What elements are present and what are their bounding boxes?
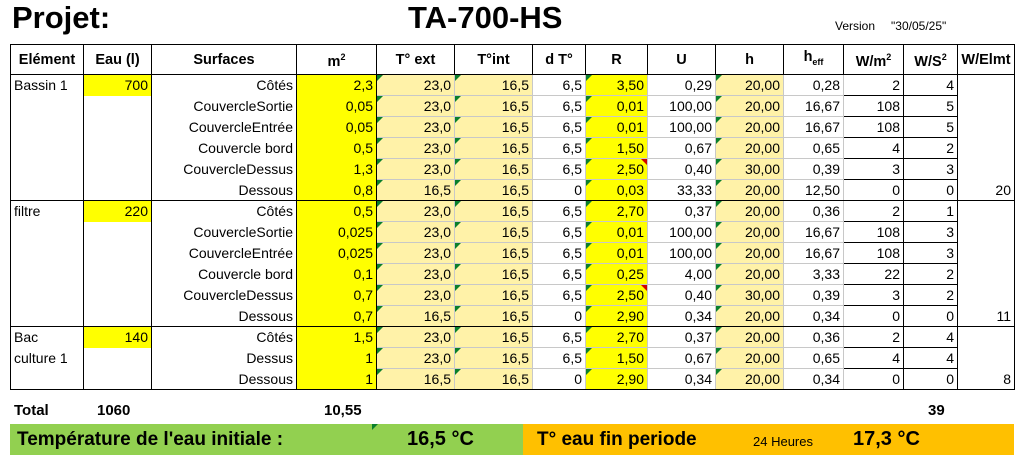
u-value: 0,34 xyxy=(648,369,716,390)
surface-m2[interactable]: 1,5 xyxy=(297,327,377,348)
surface-m2[interactable]: 1,3 xyxy=(297,159,377,180)
element-cell-empty xyxy=(11,264,84,285)
surface-name: Côtés xyxy=(152,201,297,222)
total-label: Total xyxy=(14,402,49,419)
surface-m2[interactable]: 1 xyxy=(297,369,377,390)
h-value[interactable]: 20,00 xyxy=(716,117,784,138)
u-value: 33,33 xyxy=(648,180,716,201)
delta-temp: 6,5 xyxy=(533,159,586,180)
w-element-empty xyxy=(958,243,1015,264)
delta-temp: 6,5 xyxy=(533,75,586,96)
u-value: 100,00 xyxy=(648,243,716,264)
temp-ext[interactable]: 23,0 xyxy=(377,327,455,348)
r-value[interactable]: 2,90 xyxy=(586,306,648,327)
r-value[interactable]: 2,90 xyxy=(586,369,648,390)
w-per-s2: 0 xyxy=(904,306,958,327)
u-value: 0,40 xyxy=(648,285,716,306)
eau-volume[interactable]: 140 xyxy=(84,327,152,348)
temp-int[interactable]: 16,5 xyxy=(455,348,533,369)
heff-value: 0,36 xyxy=(784,327,844,348)
element-name: Bac xyxy=(11,327,84,348)
delta-temp: 0 xyxy=(533,180,586,201)
w-per-s2: 4 xyxy=(904,75,958,96)
delta-temp: 0 xyxy=(533,369,586,390)
w-per-m2: 108 xyxy=(844,243,904,264)
surface-name: Dessous xyxy=(152,180,297,201)
heff-value: 16,67 xyxy=(784,243,844,264)
temp-int[interactable]: 16,5 xyxy=(455,201,533,222)
r-value[interactable]: 0,03 xyxy=(586,180,648,201)
eau-cell-empty xyxy=(84,264,152,285)
w-per-m2: 108 xyxy=(844,117,904,138)
temp-int[interactable]: 16,5 xyxy=(455,285,533,306)
eau-cell-empty xyxy=(84,222,152,243)
eau-cell-empty xyxy=(84,306,152,327)
w-per-s2: 2 xyxy=(904,285,958,306)
temp-int[interactable]: 16,5 xyxy=(455,264,533,285)
h-value[interactable]: 20,00 xyxy=(716,180,784,201)
surface-m2[interactable]: 0,8 xyxy=(297,180,377,201)
element-name: filtre xyxy=(11,201,84,222)
surface-name: CouvercleEntrée xyxy=(152,117,297,138)
w-per-s2: 0 xyxy=(904,180,958,201)
col-header-surfaces: Surfaces xyxy=(152,45,297,75)
r-value[interactable]: 0,01 xyxy=(586,222,648,243)
col-header-u: U xyxy=(648,45,716,75)
element-cell-empty xyxy=(11,159,84,180)
w-per-s2: 5 xyxy=(904,96,958,117)
h-value[interactable]: 20,00 xyxy=(716,138,784,159)
temp-int[interactable]: 16,5 xyxy=(455,327,533,348)
eau-cell-empty xyxy=(84,117,152,138)
w-per-m2: 2 xyxy=(844,75,904,96)
project-label: Projet: xyxy=(12,0,111,35)
heff-value: 12,50 xyxy=(784,180,844,201)
table-row xyxy=(11,369,1015,390)
element-cell-empty xyxy=(11,369,84,390)
temp-int[interactable]: 16,5 xyxy=(455,117,533,138)
heat-loss-table xyxy=(10,44,1015,390)
u-value: 0,37 xyxy=(648,327,716,348)
col-header-w-elmt: W/Elmt xyxy=(958,45,1015,75)
h-value[interactable]: 20,00 xyxy=(716,327,784,348)
w-per-s2: 2 xyxy=(904,264,958,285)
w-per-m2: 0 xyxy=(844,369,904,390)
delta-temp: 6,5 xyxy=(533,96,586,117)
w-per-s2: 0 xyxy=(904,369,958,390)
heff-value: 16,67 xyxy=(784,117,844,138)
col-header-r: R xyxy=(586,45,648,75)
surface-name: Couvercle bord xyxy=(152,264,297,285)
surface-name: Dessous xyxy=(152,369,297,390)
surface-m2[interactable]: 0,7 xyxy=(297,306,377,327)
w-element-empty xyxy=(958,159,1015,180)
w-per-s2: 3 xyxy=(904,243,958,264)
temperature-summary xyxy=(10,424,1014,455)
heff-value: 3,33 xyxy=(784,264,844,285)
h-value[interactable]: 20,00 xyxy=(716,348,784,369)
element-cell-empty xyxy=(11,138,84,159)
w-element-empty xyxy=(958,285,1015,306)
w-element-empty xyxy=(958,348,1015,369)
u-value: 0,67 xyxy=(648,348,716,369)
version-value: "30/05/25" xyxy=(891,19,947,33)
surface-name: Dessus xyxy=(152,348,297,369)
temp-ext[interactable]: 23,0 xyxy=(377,159,455,180)
heff-value: 0,65 xyxy=(784,138,844,159)
h-value[interactable]: 20,00 xyxy=(716,96,784,117)
total-eau: 1060 xyxy=(97,402,131,419)
u-value: 0,40 xyxy=(648,159,716,180)
table-row xyxy=(11,180,1015,201)
w-per-m2: 108 xyxy=(844,222,904,243)
eau-cell-empty xyxy=(84,96,152,117)
w-element-empty xyxy=(958,117,1015,138)
r-value[interactable]: 1,50 xyxy=(586,348,648,369)
temp-ext[interactable]: 23,0 xyxy=(377,264,455,285)
h-value[interactable]: 20,00 xyxy=(716,201,784,222)
col-header-t-int: T°int xyxy=(455,45,533,75)
w-per-m2: 0 xyxy=(844,306,904,327)
col-header-eau: Eau (l) xyxy=(84,45,152,75)
w-per-m2: 2 xyxy=(844,327,904,348)
r-value[interactable]: 3,50 xyxy=(586,75,648,96)
temp-ext[interactable]: 23,0 xyxy=(377,201,455,222)
eau-cell-empty xyxy=(84,348,152,369)
h-value[interactable]: 30,00 xyxy=(716,285,784,306)
eau-cell-empty xyxy=(84,180,152,201)
initial-temperature-label: Température de l'eau initiale : xyxy=(17,429,284,450)
surface-name: CouvercleSortie xyxy=(152,222,297,243)
w-element-empty xyxy=(958,96,1015,117)
heff-value: 0,28 xyxy=(784,75,844,96)
r-value[interactable]: 2,70 xyxy=(586,201,648,222)
h-value[interactable]: 30,00 xyxy=(716,159,784,180)
temp-ext[interactable]: 23,0 xyxy=(377,138,455,159)
temp-ext[interactable]: 16,5 xyxy=(377,306,455,327)
element-cell-empty xyxy=(11,243,84,264)
w-per-m2: 4 xyxy=(844,138,904,159)
heff-value: 0,36 xyxy=(784,201,844,222)
w-per-element: 8 xyxy=(958,369,1015,390)
r-value[interactable]: 0,25 xyxy=(586,264,648,285)
r-value[interactable]: 0,01 xyxy=(586,117,648,138)
heff-value: 0,65 xyxy=(784,348,844,369)
initial-temperature-value[interactable]: 16,5 °C xyxy=(407,428,474,450)
note-marker xyxy=(372,424,378,430)
delta-temp: 6,5 xyxy=(533,285,586,306)
table-row xyxy=(11,243,1015,264)
h-value[interactable]: 20,00 xyxy=(716,243,784,264)
r-value[interactable]: 0,01 xyxy=(586,96,648,117)
temp-int[interactable]: 16,5 xyxy=(455,159,533,180)
element-name: Bassin 1 xyxy=(11,75,84,96)
delta-temp: 6,5 xyxy=(533,348,586,369)
temp-ext[interactable]: 16,5 xyxy=(377,180,455,201)
surface-m2[interactable]: 0,7 xyxy=(297,285,377,306)
total-m2: 10,55 xyxy=(324,402,362,419)
w-per-m2: 3 xyxy=(844,285,904,306)
w-per-m2: 3 xyxy=(844,159,904,180)
surface-name: CouvercleEntrée xyxy=(152,243,297,264)
col-header-t-ext: T° ext xyxy=(377,45,455,75)
surface-m2[interactable]: 0,5 xyxy=(297,201,377,222)
w-per-s2: 3 xyxy=(904,159,958,180)
w-element-empty xyxy=(958,327,1015,348)
surface-name: CouvercleDessus xyxy=(152,285,297,306)
temp-ext[interactable]: 23,0 xyxy=(377,96,455,117)
table-row xyxy=(11,264,1015,285)
w-per-s2: 4 xyxy=(904,327,958,348)
table-row xyxy=(11,96,1015,117)
heff-value: 0,39 xyxy=(784,285,844,306)
w-element-empty xyxy=(958,138,1015,159)
r-value[interactable]: 2,50 xyxy=(586,285,648,306)
surface-m2[interactable]: 0,5 xyxy=(297,138,377,159)
w-element-empty xyxy=(958,201,1015,222)
element-name-cont xyxy=(11,96,84,117)
r-value[interactable]: 2,50 xyxy=(586,159,648,180)
delta-temp: 6,5 xyxy=(533,327,586,348)
surface-m2[interactable]: 1 xyxy=(297,348,377,369)
table-row xyxy=(11,306,1015,327)
col-header-dt: d T° xyxy=(533,45,586,75)
element-cell-empty xyxy=(11,306,84,327)
w-per-m2: 2 xyxy=(844,201,904,222)
element-cell-empty xyxy=(11,180,84,201)
u-value: 4,00 xyxy=(648,264,716,285)
u-value: 0,37 xyxy=(648,201,716,222)
u-value: 0,67 xyxy=(648,138,716,159)
temp-ext[interactable]: 16,5 xyxy=(377,369,455,390)
w-per-s2: 5 xyxy=(904,117,958,138)
w-per-element: 20 xyxy=(958,180,1015,201)
w-element-empty xyxy=(958,75,1015,96)
temp-ext[interactable]: 23,0 xyxy=(377,75,455,96)
eau-cell-empty xyxy=(84,138,152,159)
w-per-s2: 2 xyxy=(904,138,958,159)
element-name-cont: culture 1 xyxy=(11,348,84,369)
table-body xyxy=(11,75,1015,390)
surface-m2[interactable]: 0,1 xyxy=(297,264,377,285)
r-value[interactable]: 0,01 xyxy=(586,243,648,264)
u-value: 100,00 xyxy=(648,96,716,117)
u-value: 100,00 xyxy=(648,117,716,138)
temp-int[interactable]: 16,5 xyxy=(455,369,533,390)
temp-ext[interactable]: 23,0 xyxy=(377,348,455,369)
temp-int[interactable]: 16,5 xyxy=(455,180,533,201)
heff-value: 16,67 xyxy=(784,222,844,243)
table-row xyxy=(11,159,1015,180)
u-value: 100,00 xyxy=(648,222,716,243)
version-label: Version xyxy=(835,19,876,33)
surface-name: Côtés xyxy=(152,75,297,96)
table-row xyxy=(11,348,1015,369)
end-temperature-value: 17,3 °C xyxy=(853,428,920,450)
totals-row xyxy=(10,400,1014,422)
h-value[interactable]: 20,00 xyxy=(716,75,784,96)
element-name-cont xyxy=(11,222,84,243)
project-title: TA-700-HS xyxy=(408,0,563,35)
temp-ext[interactable]: 23,0 xyxy=(377,117,455,138)
delta-temp: 6,5 xyxy=(533,201,586,222)
surface-m2[interactable]: 2,3 xyxy=(297,75,377,96)
surface-name: Couvercle bord xyxy=(152,138,297,159)
table-row xyxy=(11,117,1015,138)
w-per-m2: 4 xyxy=(844,348,904,369)
h-value[interactable]: 20,00 xyxy=(716,306,784,327)
u-value: 0,29 xyxy=(648,75,716,96)
temp-ext[interactable]: 23,0 xyxy=(377,243,455,264)
w-per-s2: 4 xyxy=(904,348,958,369)
delta-temp: 6,5 xyxy=(533,264,586,285)
period-duration: 24 Heures xyxy=(753,434,813,449)
surface-name: CouvercleSortie xyxy=(152,96,297,117)
delta-temp: 6,5 xyxy=(533,138,586,159)
surface-name: CouvercleDessus xyxy=(152,159,297,180)
table-row xyxy=(11,75,1015,96)
version-info xyxy=(835,19,946,33)
temp-int[interactable]: 16,5 xyxy=(455,96,533,117)
w-per-s2: 3 xyxy=(904,222,958,243)
temp-ext[interactable]: 23,0 xyxy=(377,285,455,306)
temp-int[interactable]: 16,5 xyxy=(455,138,533,159)
h-value[interactable]: 20,00 xyxy=(716,222,784,243)
total-w: 39 xyxy=(928,402,945,419)
w-per-s2: 1 xyxy=(904,201,958,222)
surface-m2[interactable]: 0,025 xyxy=(297,222,377,243)
table-row xyxy=(11,222,1015,243)
col-header-element: Elément xyxy=(11,45,84,75)
table-row xyxy=(11,327,1015,348)
header-row xyxy=(11,45,1015,75)
eau-cell-empty xyxy=(84,159,152,180)
surface-m2[interactable]: 0,05 xyxy=(297,117,377,138)
eau-cell-empty xyxy=(84,285,152,306)
r-value[interactable]: 1,50 xyxy=(586,138,648,159)
element-cell-empty xyxy=(11,285,84,306)
col-header-m2: $m^2$ xyxy=(297,45,377,75)
heff-value: 0,34 xyxy=(784,306,844,327)
h-value[interactable]: 20,00 xyxy=(716,369,784,390)
table-row xyxy=(11,285,1015,306)
temp-int[interactable]: 16,5 xyxy=(455,75,533,96)
eau-cell-empty xyxy=(84,369,152,390)
surface-name: Côtés xyxy=(152,327,297,348)
temp-int[interactable]: 16,5 xyxy=(455,306,533,327)
h-value[interactable]: 20,00 xyxy=(716,264,784,285)
surface-m2[interactable]: 0,05 xyxy=(297,96,377,117)
delta-temp: 6,5 xyxy=(533,222,586,243)
surface-name: Dessous xyxy=(152,306,297,327)
heff-value: 0,39 xyxy=(784,159,844,180)
w-per-m2: 0 xyxy=(844,180,904,201)
w-element-empty xyxy=(958,264,1015,285)
col-header-h: h xyxy=(716,45,784,75)
w-per-m2: 108 xyxy=(844,96,904,117)
table-row xyxy=(11,201,1015,222)
u-value: 0,34 xyxy=(648,306,716,327)
heff-value: 16,67 xyxy=(784,96,844,117)
col-header-w-m2: $W/m^2$ xyxy=(844,45,904,75)
delta-temp: 6,5 xyxy=(533,243,586,264)
temp-int[interactable]: 16,5 xyxy=(455,222,533,243)
col-header-heff: $h_{eff}$ xyxy=(784,45,844,75)
delta-temp: 6,5 xyxy=(533,117,586,138)
temp-ext[interactable]: 23,0 xyxy=(377,222,455,243)
eau-volume[interactable]: 700 xyxy=(84,75,152,96)
delta-temp: 0 xyxy=(533,306,586,327)
end-temperature-label: T° eau fin periode xyxy=(537,429,697,450)
eau-volume[interactable]: 220 xyxy=(84,201,152,222)
w-per-element: 11 xyxy=(958,306,1015,327)
heff-value: 0,34 xyxy=(784,369,844,390)
element-cell-empty xyxy=(11,117,84,138)
r-value[interactable]: 2,70 xyxy=(586,327,648,348)
temp-int[interactable]: 16,5 xyxy=(455,243,533,264)
surface-m2[interactable]: 0,025 xyxy=(297,243,377,264)
eau-cell-empty xyxy=(84,243,152,264)
w-element-empty xyxy=(958,222,1015,243)
table-row xyxy=(11,138,1015,159)
w-per-m2: 22 xyxy=(844,264,904,285)
col-header-w-s2: $W/S^2$ xyxy=(904,45,958,75)
